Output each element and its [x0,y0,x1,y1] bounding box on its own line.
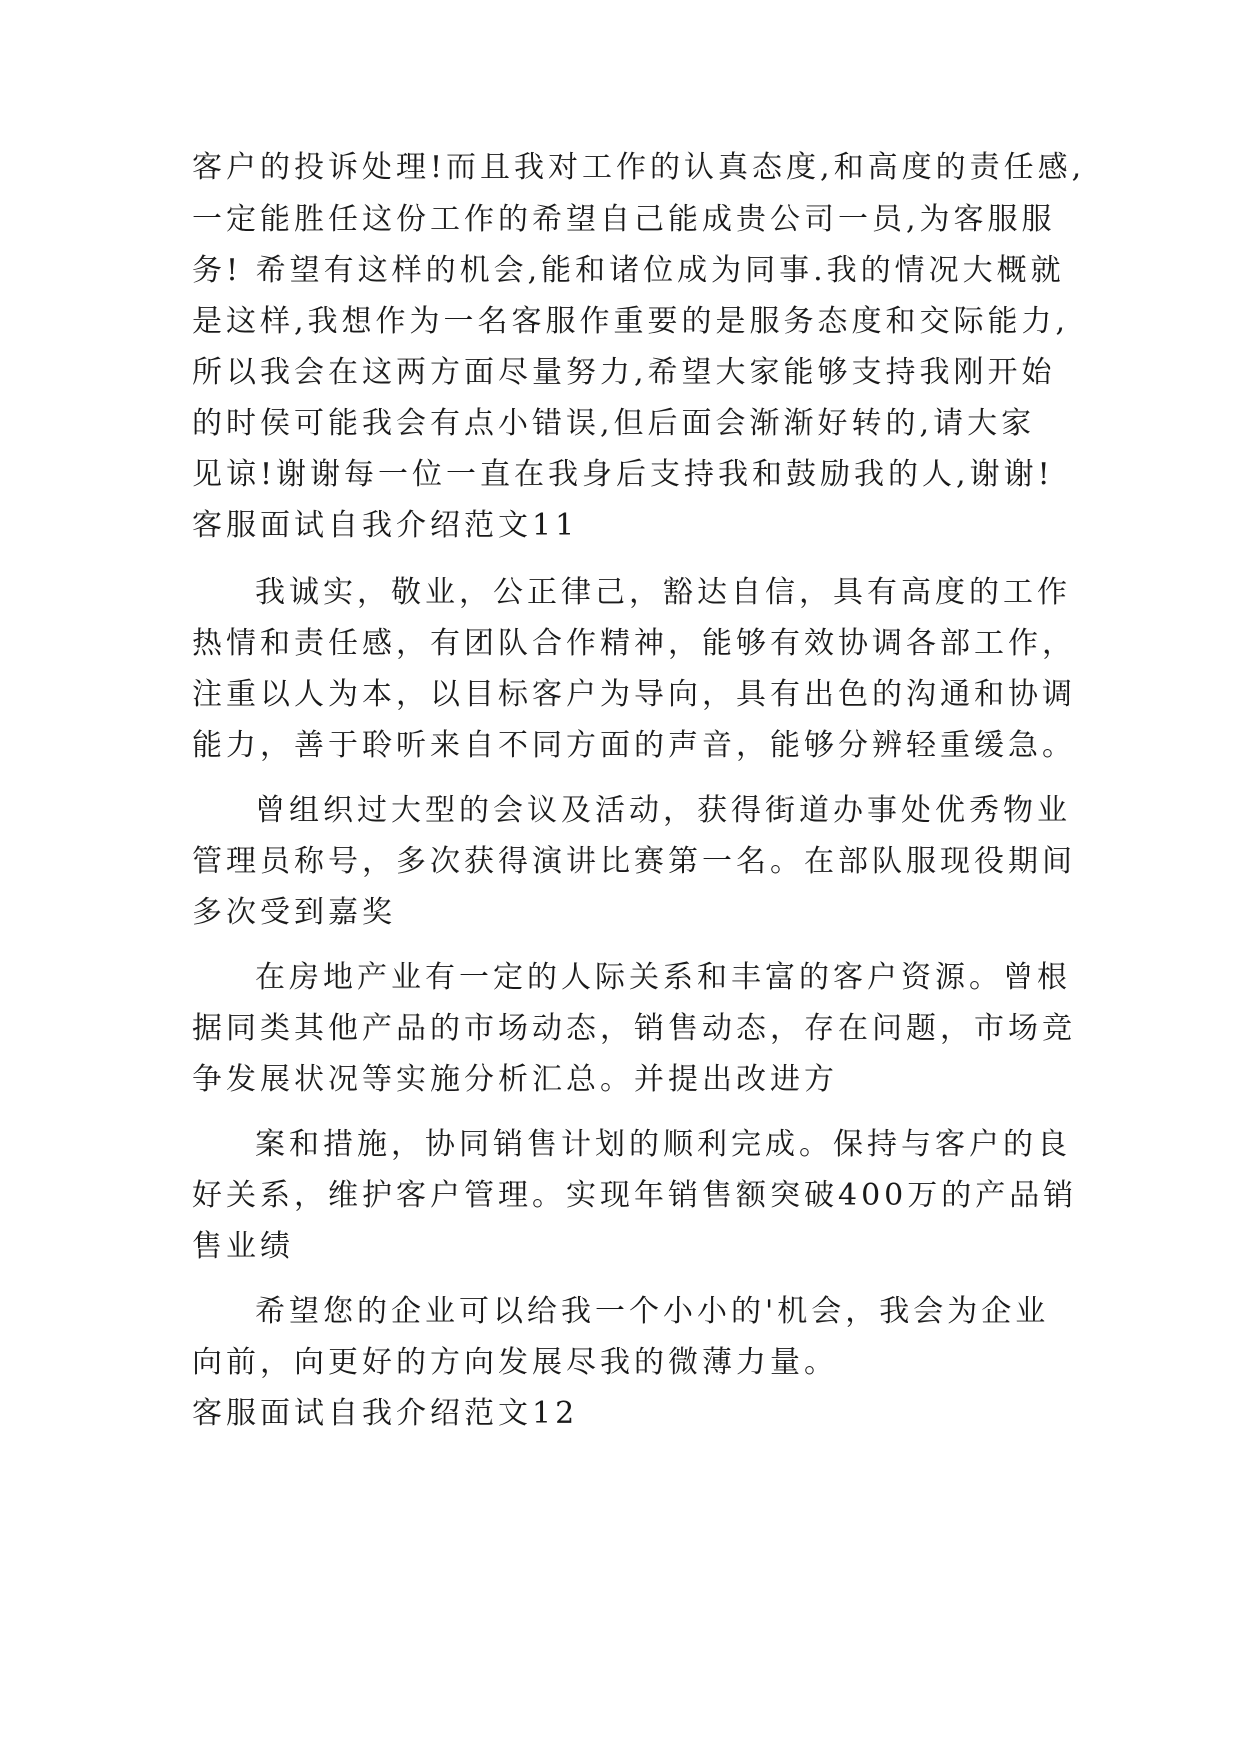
text-line: 客户的投诉处理!而且我对工作的认真态度,和高度的责任感, [192,150,1086,185]
text-line: 据同类其他产品的市场动态，销售动态，存在问题，市场竞 [192,1011,1076,1046]
section-heading: 客服面试自我介绍范文12 [192,1396,579,1431]
text-line: 好关系，维护客户管理。实现年销售额突破400万的产品销 [192,1178,1078,1213]
text-line: 所以我会在这两方面尽量努力,希望大家能够支持我刚开始 [192,355,1056,390]
text-line: 我诚实，敬业，公正律己，豁达自信，具有高度的工作 [255,575,1071,610]
text-line: 案和措施，协同销售计划的顺利完成。保持与客户的良 [255,1127,1071,1162]
text-line: 向前，向更好的方向发展尽我的微薄力量。 [192,1345,838,1380]
text-line: 希望您的企业可以给我一个小小的'机会，我会为企业 [255,1294,1050,1329]
text-line: 务! 希望有这样的机会,能和诸位成为同事.我的情况大概就 [192,253,1065,288]
text-line: 一定能胜任这份工作的希望自己能成贵公司一员,为客服服 [192,202,1056,237]
text-line: 争发展状况等实施分析汇总。并提出改进方 [192,1062,838,1097]
text-line: 多次受到嘉奖 [192,895,396,930]
text-line: 在房地产业有一定的人际关系和丰富的客户资源。曾根 [255,960,1071,995]
text-line: 的时侯可能我会有点小错误,但后面会渐渐好转的,请大家 [192,406,1036,441]
text-line: 售业绩 [192,1229,294,1264]
text-line: 热情和责任感，有团队合作精神，能够有效协调各部工作， [192,626,1076,661]
section-heading: 客服面试自我介绍范文11 [192,508,579,543]
text-line: 是这样,我想作为一名客服作重要的是服务态度和交际能力, [192,304,1070,339]
text-line: 曾组织过大型的会议及活动，获得街道办事处优秀物业 [255,793,1071,828]
text-line: 注重以人为本，以目标客户为导向，具有出色的沟通和协调 [192,677,1076,712]
text-line: 管理员称号，多次获得演讲比赛第一名。在部队服现役期间 [192,844,1076,879]
text-line: 能力，善于聆听来自不同方面的声音，能够分辨轻重缓急。 [192,728,1076,763]
text-line: 见谅!谢谢每一位一直在我身后支持我和鼓励我的人,谢谢! [192,457,1054,492]
